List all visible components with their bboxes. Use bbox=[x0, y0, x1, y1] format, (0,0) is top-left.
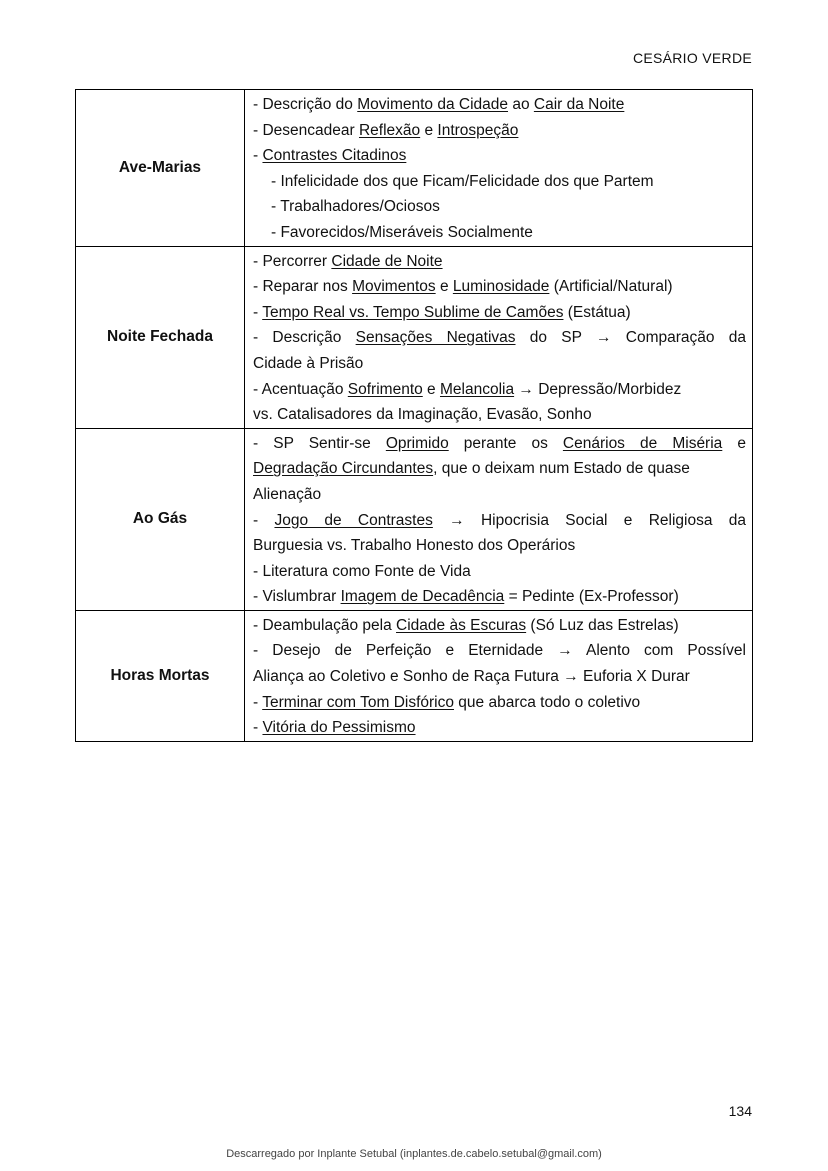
text-segment: - bbox=[253, 303, 263, 321]
description-line bbox=[253, 690, 746, 716]
text-segment: - Literatura como Fonte de Vida bbox=[253, 562, 471, 580]
description-line bbox=[253, 482, 746, 508]
description-line bbox=[253, 351, 746, 377]
description-line bbox=[253, 249, 746, 275]
description-line bbox=[253, 143, 746, 169]
underlined-text: Introspeção bbox=[437, 121, 519, 139]
description-line bbox=[253, 715, 746, 741]
underlined-text: Terminar com Tom Disfórico bbox=[262, 693, 454, 711]
underlined-text: Contrastes Citadinos bbox=[262, 147, 407, 165]
text-segment: - Reparar nos bbox=[253, 278, 353, 296]
text-segment: - bbox=[253, 693, 263, 711]
description-line bbox=[253, 533, 746, 559]
description-line bbox=[253, 584, 746, 610]
text-segment: (Estátua) bbox=[563, 303, 631, 321]
description-line bbox=[253, 220, 746, 246]
text-segment: Alienação bbox=[253, 485, 322, 503]
underlined-text: Movimentos bbox=[352, 278, 436, 296]
text-segment: e bbox=[722, 434, 746, 452]
text-segment: Hipocrisia Social e Religiosa da bbox=[464, 511, 746, 529]
right-arrow-icon: → bbox=[595, 329, 612, 347]
text-segment: Alento com Possível bbox=[572, 642, 746, 660]
text-segment: vs. Catalisadores da Imaginação, Evasão, Sonho bbox=[253, 406, 592, 424]
right-arrow-icon: → bbox=[449, 511, 465, 529]
underlined-text: Tempo Real vs. Tempo Sublime de Camões bbox=[262, 303, 564, 321]
text-segment: Comparação da bbox=[611, 329, 747, 347]
text-segment: - Acentuação bbox=[253, 380, 348, 398]
summary-table-body bbox=[76, 90, 753, 742]
table-row bbox=[76, 90, 753, 247]
underlined-text: Oprimido bbox=[385, 434, 449, 452]
text-segment: (Só Luz das Estrelas) bbox=[526, 616, 679, 634]
underlined-text: Cidade de Noite bbox=[331, 252, 443, 270]
section-description bbox=[245, 90, 753, 247]
download-footer: Descarregado por Inplante Setubal (inplantes.de.cabelo.setubal@gmail.com) bbox=[226, 1148, 602, 1160]
poem-section-title: Noite Fechada bbox=[76, 246, 245, 428]
description-line bbox=[253, 300, 746, 326]
text-segment: - Percorrer bbox=[253, 252, 332, 270]
text-segment: - Vislumbrar bbox=[253, 588, 341, 606]
text-segment: - Trabalhadores/Ociosos bbox=[271, 198, 440, 216]
section-description bbox=[245, 246, 753, 428]
text-segment: , que o deixam num Estado de quase bbox=[433, 460, 690, 478]
text-segment: que abarca todo o coletivo bbox=[454, 693, 641, 711]
text-segment: Euforia X Durar bbox=[578, 668, 690, 686]
text-segment: e bbox=[422, 380, 440, 398]
text-segment: Depressão/Morbidez bbox=[533, 380, 682, 398]
underlined-text: Cair da Noite bbox=[533, 96, 625, 113]
underlined-text: Sensações Negativas bbox=[355, 329, 516, 347]
text-segment: Aliança ao Coletivo e Sonho de Raça Futura bbox=[253, 668, 564, 686]
underlined-text: Sofrimento bbox=[347, 380, 423, 398]
description-line bbox=[253, 402, 746, 428]
text-segment bbox=[433, 512, 449, 529]
text-segment: - Desejo de Perfeição e Eternidade bbox=[253, 642, 558, 660]
underlined-text: Reflexão bbox=[358, 121, 421, 139]
right-arrow-icon: → bbox=[557, 642, 573, 660]
right-arrow-icon: → bbox=[563, 668, 579, 686]
poem-section-title: Ave-Marias bbox=[76, 90, 245, 247]
text-segment: ao bbox=[508, 96, 534, 113]
text-segment: do SP bbox=[515, 329, 596, 347]
underlined-text: Melancolia bbox=[439, 380, 515, 398]
description-line bbox=[253, 559, 746, 585]
text-segment: e bbox=[435, 278, 453, 296]
underlined-text: Luminosidade bbox=[452, 278, 550, 296]
text-segment: Cidade à Prisão bbox=[253, 354, 364, 372]
text-segment: - bbox=[253, 719, 263, 737]
description-line bbox=[253, 664, 746, 690]
underlined-text: Jogo de Contrastes bbox=[274, 511, 433, 529]
text-segment: - bbox=[253, 511, 275, 529]
description-line bbox=[253, 274, 746, 300]
poem-section-title: Ao Gás bbox=[76, 428, 245, 610]
poem-section-title: Horas Mortas bbox=[76, 610, 245, 741]
text-segment: perante os bbox=[448, 434, 563, 452]
page-header-title: CESÁRIO VERDE bbox=[632, 50, 752, 66]
table-row bbox=[76, 610, 753, 741]
text-segment: (Artificial/Natural) bbox=[549, 278, 673, 296]
text-segment: - Deambulação pela bbox=[253, 616, 397, 634]
table-row bbox=[76, 428, 753, 610]
underlined-text: Cidade às Escuras bbox=[396, 616, 527, 634]
section-description bbox=[245, 428, 753, 610]
text-segment: - Infelicidade dos que Ficam/Felicidade dos que Partem bbox=[271, 172, 654, 190]
summary-table bbox=[75, 89, 753, 742]
description-line bbox=[253, 456, 746, 482]
underlined-text: Vitória do Pessimismo bbox=[262, 719, 416, 737]
description-line bbox=[253, 325, 746, 351]
description-line bbox=[253, 377, 746, 403]
description-line bbox=[253, 613, 746, 639]
text-segment: - Desencadear bbox=[253, 121, 359, 139]
text-segment: - SP Sentir-se bbox=[253, 434, 386, 452]
page-number: 134 bbox=[728, 1103, 752, 1119]
text-segment: - Favorecidos/Miseráveis Socialmente bbox=[271, 223, 533, 241]
description-line bbox=[253, 169, 746, 195]
text-segment: - bbox=[253, 147, 263, 165]
text-segment: e bbox=[420, 121, 438, 139]
description-line bbox=[253, 118, 746, 144]
description-line bbox=[253, 194, 746, 220]
underlined-text: Cenários de Miséria bbox=[562, 434, 723, 452]
underlined-text: Imagem de Decadência bbox=[340, 588, 505, 606]
text-segment: = Pedinte (Ex-Professor) bbox=[504, 588, 679, 606]
text-segment: Burguesia vs. Trabalho Honesto dos Operários bbox=[253, 537, 576, 555]
description-line bbox=[253, 638, 746, 664]
description-line bbox=[253, 508, 746, 534]
underlined-text: Movimento da Cidade bbox=[357, 96, 509, 113]
text-segment: - Descrição do bbox=[253, 96, 358, 113]
description-line bbox=[253, 431, 746, 457]
description-line bbox=[253, 92, 746, 118]
text-segment: - Descrição bbox=[253, 329, 356, 347]
table-row bbox=[76, 246, 753, 428]
underlined-text: Degradação Circundantes bbox=[253, 460, 434, 478]
right-arrow-icon: → bbox=[518, 380, 534, 398]
section-description bbox=[245, 610, 753, 741]
